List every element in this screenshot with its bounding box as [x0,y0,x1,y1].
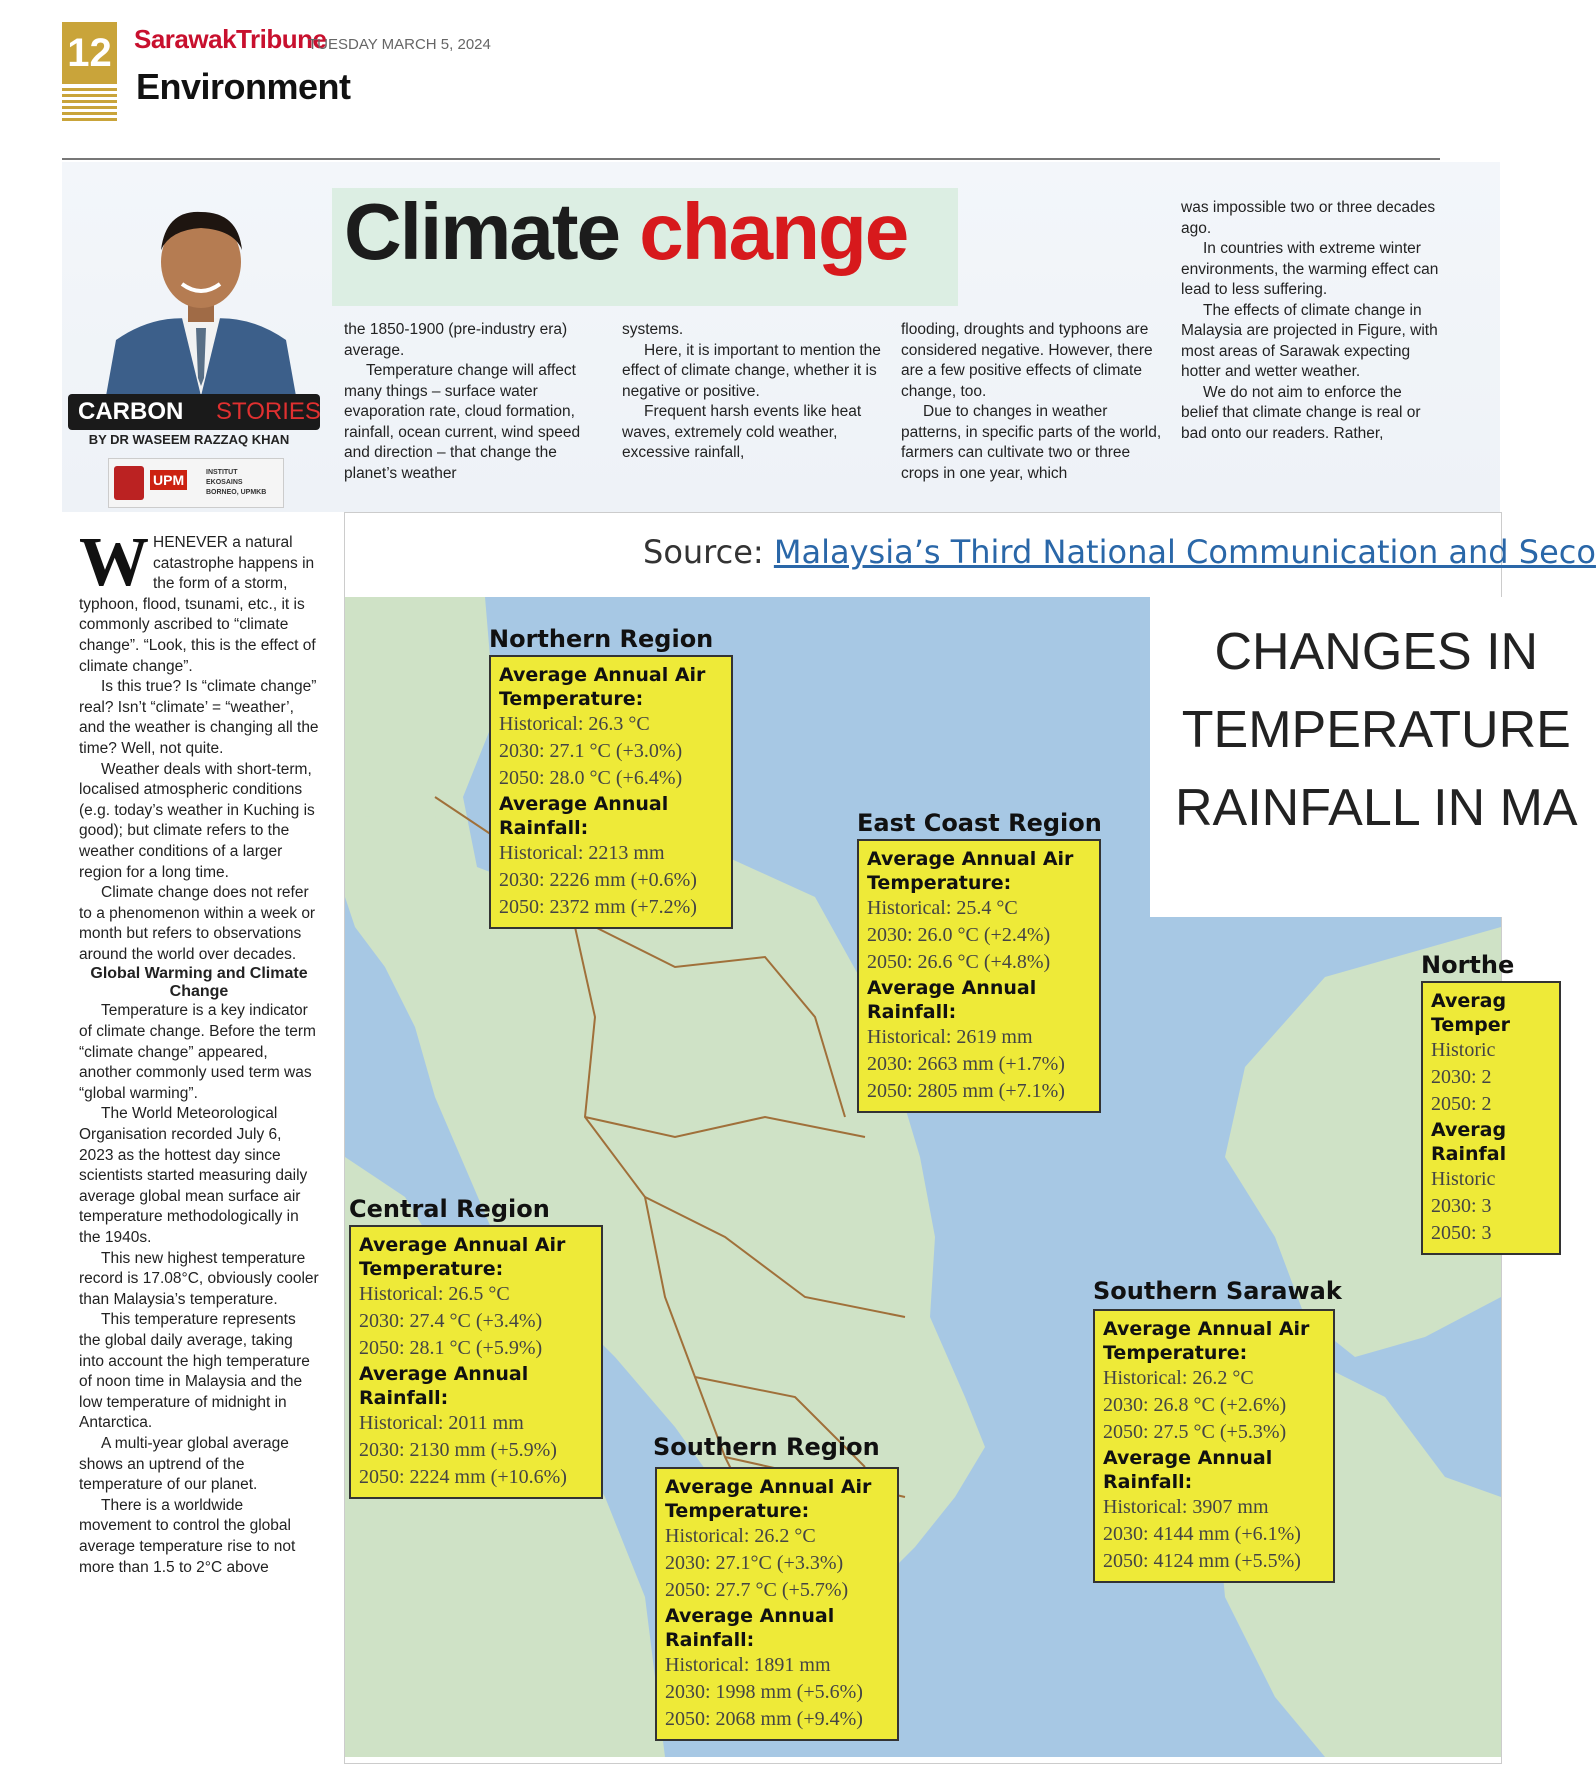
paragraph: Frequent harsh events like heat waves, extremely cold weather, excessive rainfall, [622,403,862,461]
drop-cap: W [79,524,149,601]
paragraph: This temperature represents the global daily average, taking into account the high temperature of noon time in Malaysia and the low temperature of midnight in Antarctica. [79,1311,310,1432]
left-text-column [79,524,319,1578]
region-label-southern-sarawak: Southern Sarawak [1093,1277,1342,1305]
paragraph: systems. [622,321,684,338]
paper-name: SarawakTribune [134,24,327,54]
paragraph: Weather deals with short-term, localised atmospheric conditions (e.g. today’s weather in Kuching is good); but climate refers to the weather conditions of a larger region for a long time. [79,760,315,881]
column-name-part1: CARBON [78,398,184,425]
source-label: Source: [643,533,764,571]
region-box-central: Average Annual Air Temperature: Historical: 26.5 °C 2030: 27.4 °C (+3.4%) 2050: 28.1 °C (+5.9%) Average Annual Rainfall: Historical: 2011 mm 2030: 2130 mm (+5.9%) 2050: 2224 mm (+10.6%) [349,1225,603,1499]
paragraph: We do not aim to enforce the belief that climate change is real or bad onto our readers. Rather, [1181,383,1421,442]
paragraph: was impossible two or three decades ago. [1181,199,1436,237]
region-box-partial: Averag Temper Historic 2030: 2 2050: 2 Averag Rainfal Historic 2030: 3 2050: 3 [1421,981,1561,1255]
paragraph: flooding, droughts and typhoons are considered negative. However, there are a few positive effects of climate change, too. [901,321,1153,400]
paragraph: The effects of climate change in Malaysia are projected in Figure, with most areas of Sarawak expecting hotter and wetter weather. [1181,301,1438,380]
paragraph: Temperature change will affect many things – surface water evaporation rate, cloud formation, rainfall, ocean current, wind speed and direction – that change the planet’s weather [344,362,581,482]
page-number: 12 [62,22,117,84]
paragraph: Due to changes in weather patterns, in specific parts of the world, farmers can cultivate two or three crops in one year, which [901,403,1162,482]
paragraph: Temperature is a key indicator of climate change. Before the term “climate change” appeared, another commonly used term was “global warming”. [79,1002,316,1102]
region-label-southern: Southern Region [653,1433,880,1461]
headline-word-1: Climate [344,187,619,276]
paragraph: This new highest temperature record is 17.08°C, obviously cooler than Malaysia’s temperature. [79,1249,319,1308]
crest-icon [114,466,144,500]
section-title: Environment [136,66,351,107]
paragraph: the 1850-1900 (pre-industry era) average. [344,321,568,359]
paragraph: The World Meteorological Organisation recorded July 6, 2023 as the hottest day since scientists started measuring daily average global mean surface air temperature methodologically in the 1940s. [79,1105,308,1246]
subheading: Global Warming and Climate Change [90,965,308,1001]
text-column-4 [1181,198,1441,444]
headline [344,186,907,278]
issue-date: TUESDAY MARCH 5, 2024 [308,36,491,53]
paragraph: In countries with extreme winter environments, the warming effect can lead to less suffering. [1181,240,1439,298]
region-box-east-coast: Average Annual Air Temperature: Historical: 25.4 °C 2030: 26.0 °C (+2.4%) 2050: 26.6 °C (+4.8%) Average Annual Rainfall: Historical: 2619 mm 2030: 2663 mm (+1.7%) 2050: 2805 mm (+7.1%) [857,839,1101,1113]
region-box-northern: Average Annual Air Temperature: Historical: 26.3 °C 2030: 27.1 °C (+3.0%) 2050: 28.0 °C (+6.4%) Average Annual Rainfall: Historical: 2213 mm 2030: 2226 mm (+0.6%) 2050: 2372 mm (+7.2%) [489,655,733,929]
byline: BY DR WASEEM RAZZAQ KHAN [88,432,290,447]
upm-logo: UPM [150,470,187,490]
figure-source [643,533,1596,571]
paragraph: There is a worldwide movement to control the global average temperature rise to not more than 1.5 to 2°C above [79,1496,296,1576]
region-box-southern-sarawak: Average Annual Air Temperature: Historical: 26.2 °C 2030: 26.8 °C (+2.6%) 2050: 27.5 °C (+5.3%) Average Annual Rainfall: Historical: 3907 mm 2030: 4144 mm (+6.1%) 2050: 4124 mm (+5.5%) [1093,1309,1335,1583]
paragraph: A multi-year global average shows an uptrend of the temperature of our planet. [79,1434,289,1494]
region-box-southern: Average Annual Air Temperature: Historical: 26.2 °C 2030: 27.1°C (+3.3%) 2050: 27.7 °C (+5.7%) Average Annual Rainfall: Historical: 1891 mm 2030: 1998 mm (+5.6%) 2050: 2068 mm (+9.4%) [655,1467,899,1741]
figure-title: CHANGES IN TEMPERATURE RAINFALL IN MA [1175,623,1578,837]
region-label-northern: Northern Region [489,625,714,653]
region-label-east-coast: East Coast Region [857,809,1102,837]
header-divider [62,158,1440,160]
source-link[interactable]: Malaysia’s Third National Communication and Seco [773,533,1596,571]
lead-paragraph: WHENEVER a natural catastrophe happens in the form of a storm, typhoon, flood, tsunami, etc., it is commonly ascribed to “climate change”. “Look, this is the effect of climate change”. [79,524,316,675]
institute-logo-text: INSTITUT EKOSAINS BORNEO, UPMKB [206,469,267,496]
text-column-2 [622,320,884,464]
region-label-partial: Northe [1421,951,1515,979]
region-label-central: Central Region [349,1195,550,1223]
paragraph: Here, it is important to mention the effect of climate change, whether it is negative or positive. [622,341,881,400]
paragraph: Is this true? Is “climate change” real? Isn’t “climate’ = “weather’, and the weather is changing all the time? Well, not quite. [79,678,319,757]
climate-figure [344,512,1596,1764]
text-column-3 [901,320,1163,484]
column-name-part2: STORIES [216,398,321,425]
headline-word-2: change [639,187,908,276]
text-column-1 [344,320,606,484]
page-number-decoration [62,88,117,124]
author-portrait [96,200,306,396]
paragraph: Climate change does not refer to a phenomenon within a week or month but refers to observations around the world over decades. [79,884,316,963]
